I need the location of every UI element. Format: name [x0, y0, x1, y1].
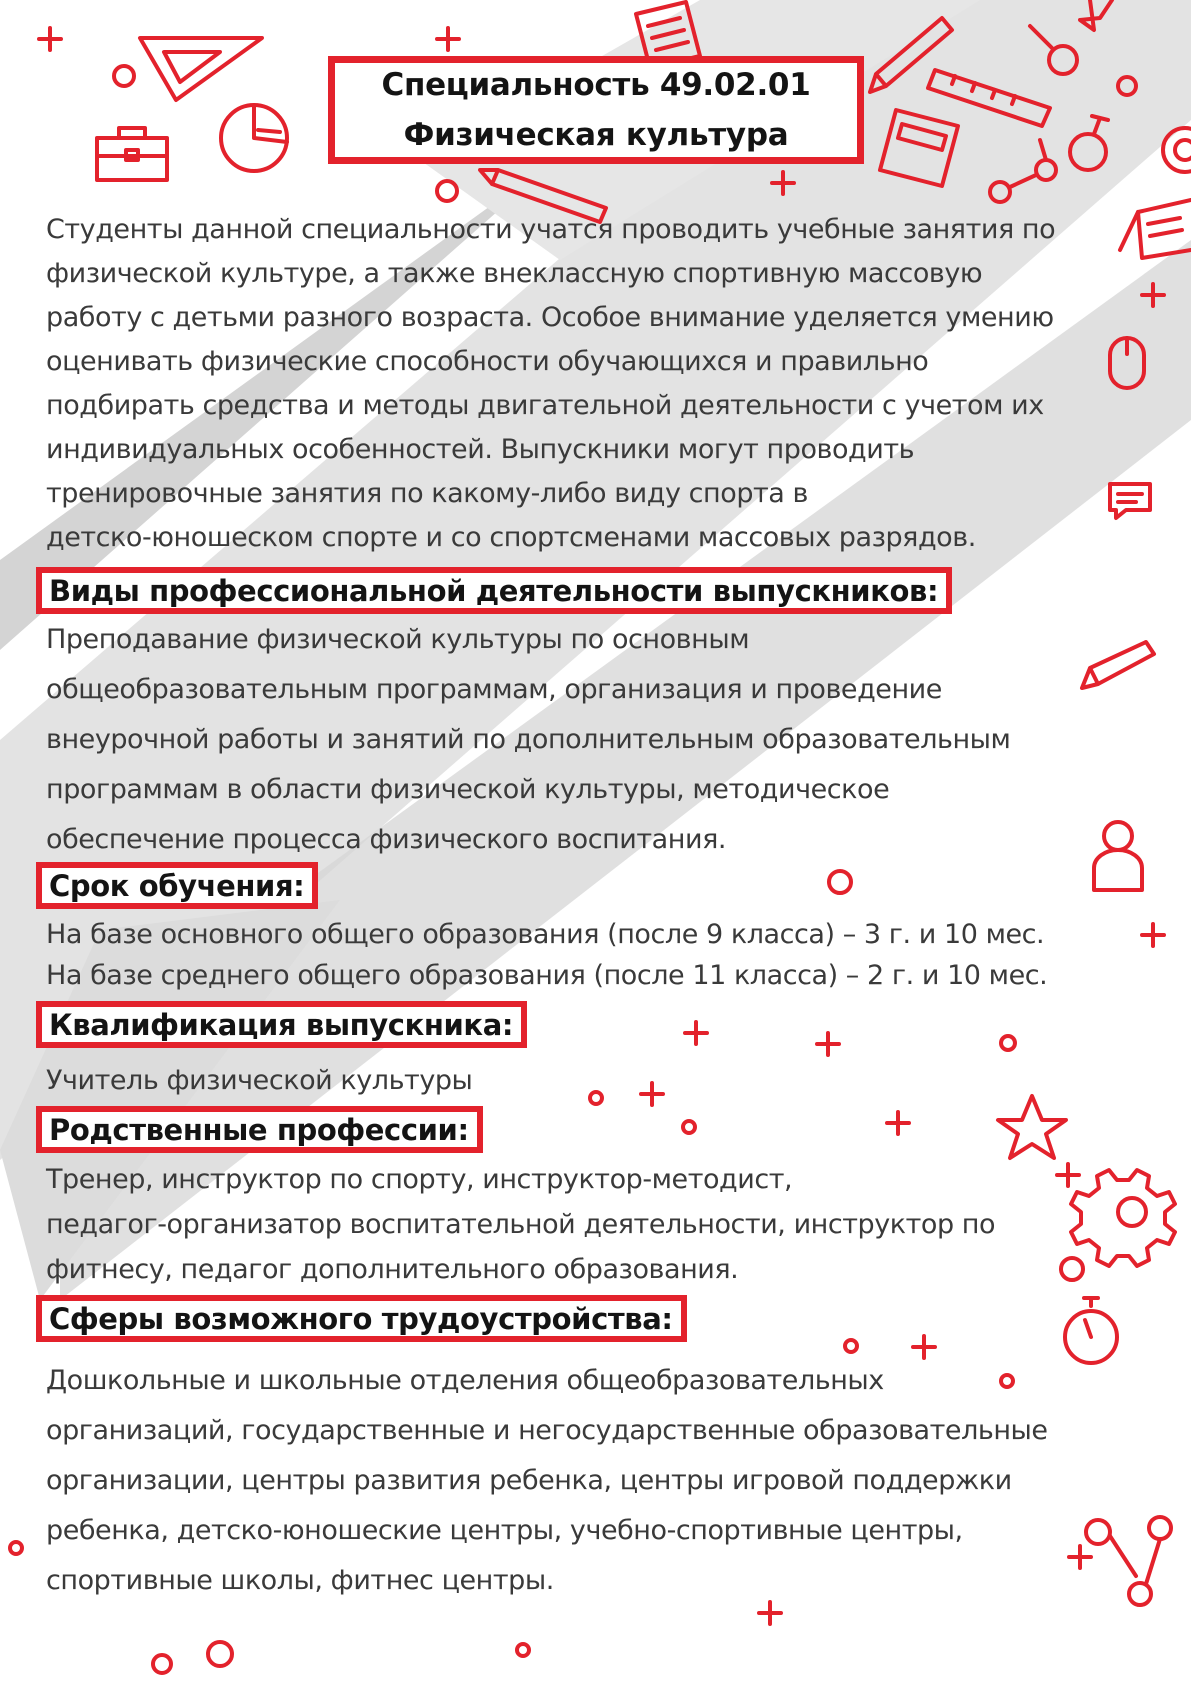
related-paragraph [46, 1157, 995, 1292]
related-heading-box [36, 1106, 483, 1153]
qualification-heading-box [36, 1001, 527, 1048]
text-line: фитнесу, педагог дополнительного образования. [46, 1254, 739, 1285]
term-heading-box [36, 862, 318, 909]
term-heading: Срок обучения: [49, 868, 305, 903]
text-line: Дошкольные и школьные отделения общеобразовательных [46, 1365, 884, 1396]
term-paragraph [46, 914, 1047, 996]
activities-paragraph [46, 615, 1010, 865]
text-line: обеспечение процесса физического воспитания. [46, 824, 726, 855]
text-line: подбирать средства и методы двигательной деятельности с учетом их [46, 390, 1044, 421]
related-heading: Родственные профессии: [49, 1112, 469, 1147]
text-line: Тренер, инструктор по спорту, инструктор-методист, [46, 1164, 793, 1195]
intro-paragraph [46, 208, 1055, 560]
text-line: детско-юношеском спорте и со спортсменами массовых разрядов. [46, 522, 976, 553]
text-line: Преподавание физической культуры по основным [46, 624, 750, 655]
text-line: физической культуре, а также внеклассную спортивную массовую [46, 258, 983, 289]
text-line: работу с детьми разного возраста. Особое внимание уделяется умению [46, 302, 1054, 333]
text-line: организаций, государственные и негосударственные образовательные [46, 1415, 1048, 1446]
title-box [328, 56, 864, 164]
text-line: Учитель физической культуры [46, 1065, 473, 1096]
qualification-paragraph [46, 1061, 472, 1101]
specialty-name: Физическая культура [403, 117, 789, 153]
employment-paragraph [46, 1356, 1048, 1606]
text-line: организации, центры развития ребенка, центры игровой поддержки [46, 1465, 1012, 1496]
text-line: тренировочные занятия по какому-либо виду спорта в [46, 478, 808, 509]
text-line: спортивные школы, фитнес центры. [46, 1565, 554, 1596]
activities-heading-box [36, 567, 952, 614]
text-line: педагог-организатор воспитательной деятельности, инструктор по [46, 1209, 996, 1240]
text-line: индивидуальных особенностей. Выпускники могут проводить [46, 434, 915, 465]
text-line: Студенты данной специальности учатся проводить учебные занятия по [46, 214, 1056, 245]
activities-heading: Виды профессиональной деятельности выпускников: [49, 573, 939, 608]
text-line: программам в области физической культуры, методическое [46, 774, 890, 805]
text-line: оценивать физические способности обучающихся и правильно [46, 346, 929, 377]
specialty-code: Специальность 49.02.01 [381, 67, 811, 103]
text-line: На базе основного общего образования (после 9 класса) – 3 г. и 10 мес. [46, 919, 1045, 950]
employment-heading-box [36, 1295, 687, 1342]
text-line: внеурочной работы и занятий по дополнительным образовательным [46, 724, 1011, 755]
qualification-heading: Квалификация выпускника: [49, 1007, 514, 1042]
text-line: общеобразовательным программам, организация и проведение [46, 674, 942, 705]
text-line: ребенка, детско-юношеские центры, учебно-спортивные центры, [46, 1515, 963, 1546]
text-line: На базе среднего общего образования (после 11 класса) – 2 г. и 10 мес. [46, 960, 1048, 991]
employment-heading: Сферы возможного трудоустройства: [49, 1301, 673, 1336]
